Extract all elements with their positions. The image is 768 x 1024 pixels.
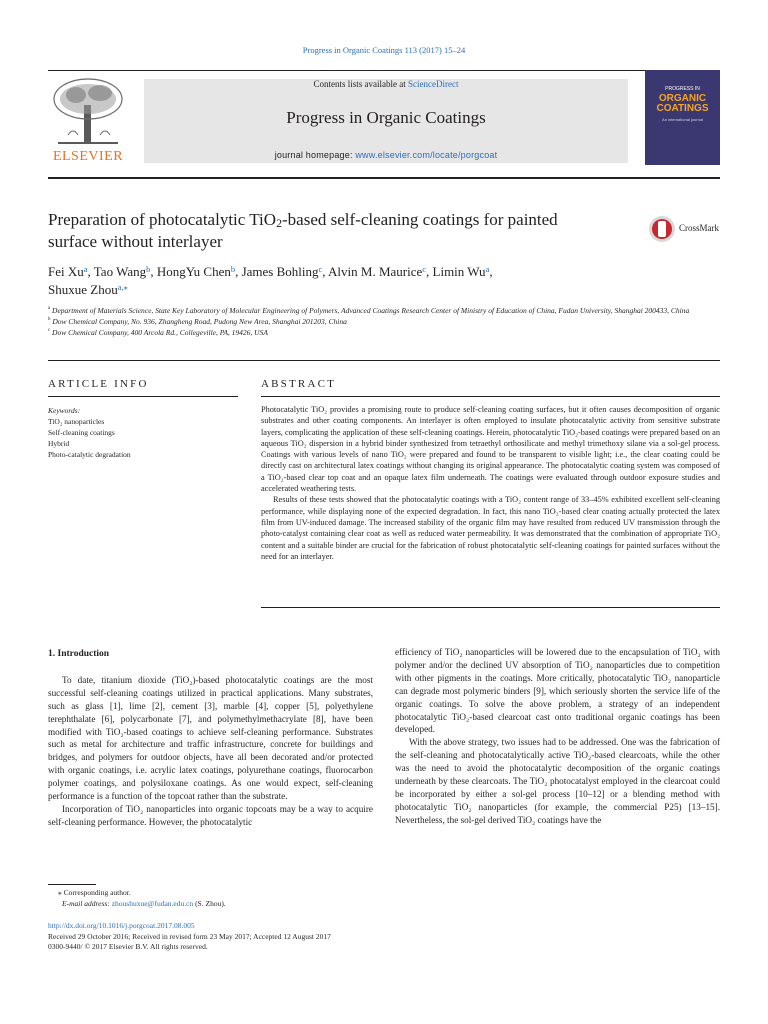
keyword-item: Self-cleaning coatings [48,428,115,437]
homepage-link[interactable]: www.elsevier.com/locate/porgcoat [355,150,498,160]
journal-cover-image[interactable] [645,70,720,165]
contents-line [144,79,628,89]
abstract-body [261,404,720,562]
crossmark-label: CrossMark [679,223,719,233]
author-name[interactable]: Limin Wu [432,264,486,279]
affiliations [48,305,720,338]
contents-prefix: Contents lists available at [313,79,408,89]
affil-rule [48,360,720,361]
affiliation-item: $^c$ Dow Chemical Company, 400 Arcola Rd., Collegeville, PA, 19426, USA [48,328,268,337]
paper-title: Preparation of photocatalytic TiO$_2$-based self-cleaning coatings for painted surface without interlayer [48,210,558,251]
received-dates: Received 29 October 2016; Received in revised form 23 May 2017; Accepted 12 August 2017 [48,931,331,941]
keywords-label: Keywords: [48,406,81,415]
author-affiliation-mark[interactable]: a [485,264,490,274]
body-left-column [48,648,373,829]
journal-reference[interactable]: Progress in Organic Coatings 113 (2017) 15–24 [302,45,466,55]
homepage-prefix: journal homepage: [274,150,356,160]
journal-homepage [144,150,628,160]
crossmark-icon [647,214,677,244]
author-name[interactable]: James Bohling [241,264,319,279]
body-right-column [395,646,720,827]
keywords-block [48,405,248,460]
publication-info [48,921,548,953]
article-info-rule [48,396,238,397]
journal-title: Progress in Organic Coatings [286,108,486,127]
section-heading: 1. Introduction [48,649,110,659]
author-name[interactable]: Shuxue Zhou [48,282,118,297]
header-top-rule [48,70,720,71]
cover-kicker: PROGRESS IN [665,86,700,92]
cover-title: ORGANIC COATINGS [656,93,709,114]
keyword-item: Photo-catalytic degradation [48,450,131,459]
email-link[interactable]: zhoushuxue@fudan.edu.cn [111,899,194,908]
author-affiliation-mark[interactable]: a,⁎ [117,282,128,292]
author-name[interactable]: Alvin M. Maurice [328,264,423,279]
doi-link[interactable]: http://dx.doi.org/10.1016/j.porgcoat.2017.08.005 [48,921,195,930]
author-affiliation-mark[interactable]: b [230,264,236,274]
body-paragraph: efficiency of TiO₂ nanoparticles will be lowered due to the encapsulation of TiO₂ with polymer and/or the declined UV absorption of TiO₂ nanoparticles due to competition with other pigments in the coatings. More critically, photocatalytic TiO₂ nanoparticle can degrade most polymeric binders [9], which seriously shorten the service life of the organic coatings. To solve the above problem, a strategy of an independent photocatalytic TiO₂-based clearcoat cast onto traditional organic coatings has been developed. [395,647,720,735]
abstract-heading: ABSTRACT [261,378,337,390]
affiliation-item: $^a$ Department of Materials Science, State Key Laboratory of Molecular Engineering of Polymers, Advanced Coatings Research Center of Ministry of Education of China, Fudan University, Shanghai 200433, China [48,306,690,315]
body-paragraph: To date, titanium dioxide (TiO₂)-based photocatalytic coatings are the most successful self-cleaning coatings utilized in practical applications. Many substrates, such as glass [1], lime [2], cement [3], marble [4], copper [5], polyethylene terephthalate [6], polycarbonate [7], and polymethylmethacrylate [8], have been modified with TiO₂-based coatings to achieve self-cleaning performance. Substrates such as metal for architecture and traffic infrastructure, concrete for buildings and bridges, and polymers for outdoor objects, have all been decorated and/or protected with organic coatings, i.e. acrylic latex coatings, polyurethane coatings, fluorocarbon polymer coatings, and polysiloxane coatings. As one would expect, self-cleaning performance is a function of the topcoat rather than the substrate. [48,674,373,802]
author-name[interactable]: Fei Xu [48,264,84,279]
article-info-heading: ARTICLE INFO [48,378,149,390]
author-affiliation-mark[interactable]: c [422,264,427,274]
body-paragraph: With the above strategy, two issues had to be addressed. One was the fabrication of the self-cleaning and photocatalytically active TiO₂-based clearcoats, while the other was the need to avoid the photocatalytic decomposition of the organic coatings underneath by these clearcoats. The TiO₂ photocatalyst employed in the clearcoat could be incorporated by either a sol-gel process [10–12] or a blending method with photocatalytic TiO₂ nanoparticles (for example, the commercial P25) [13–15]. Nevertheless, the sol-gel derived TiO₂ coatings have the [395,737,720,825]
author-affiliation-mark[interactable]: a [83,264,88,274]
affiliation-item: $^b$ Dow Chemical Company, No. 936, Zhangheng Road, Pudong New Area, Shanghai 201203, China [48,317,347,326]
abstract-end-rule [261,607,720,608]
keyword-item: TiO₂ nanoparticles [48,417,105,426]
keyword-item: Hybrid [48,439,70,448]
author-affiliation-mark[interactable]: b [146,264,151,274]
author-list: Fei Xu$^a$, Tao Wang$^b$, HongYu Chen$^b$, James Bohling$^c$, Alvin M. Maurice$^c$, Limin Wu$^a$, Shuxue Zhou$^{a,⁎}$ [48,264,493,297]
email-note: E-mail address: zhoushuxue@fudan.edu.cn (S. Zhou). [62,899,226,908]
copyright-line: 0300-9440/ © 2017 Elsevier B.V. All rights reserved. [48,942,208,951]
footnote-rule [48,884,96,885]
cover-subtitle: An international journal [662,117,703,122]
footnote [48,887,448,909]
author-name[interactable]: Tao Wang [93,264,147,279]
sciencedirect-link[interactable]: ScienceDirect [408,79,459,89]
publisher-name: ELSEVIER [52,149,124,164]
abstract-paragraph: Results of these tests showed that the photocatalytic coatings with a TiO₂ content range of 33–45% exhibited excellent self-cleaning performance, while displaying none of the expected degradation. In fact, this nano TiO₂-based clear coating actually protected the latex film from UV-induced damage. The increased stability of the organic film may have resulted from reduced UV transmission through the photo-catalyst containing clear coat as well as reduced water permeability. It was demonstrated that the combination of appropriate TiO₂ content and a suitable binder are crucial for the fabrication of robust photocatalytic self-cleaning coatings for painted surfaces without the need for an interlayer. [261,495,720,561]
author-affiliation-mark[interactable]: c [318,264,323,274]
header-bottom-rule [48,177,720,179]
abstract-paragraph: Photocatalytic TiO₂ provides a promising route to produce self-cleaning coating surfaces, but it often causes decomposition of organic substrates and other coating components. An interlayer is often employed to insulate photocatalytic activity from sensitive substrate layers, complicating the application of these self-cleaning coatings. Herein, photocatalytic TiO₂-based coatings were prepared based on an aqueous TiO₂ dispersion in a hybrid binder synthesized from tetraethyl orthosilicate and methyl trimethoxy silane via a sol-gel process. Coatings with various levels of nano TiO₂ were prepared and found to be transparent to visible light; i.e., the clear coating could be directly cast on architectural latex coatings without changing its original appearance. The photocatalytic coating system was composed of a TiO₂-based clear top coat and an opaque latex film underneath. The coatings were evaluated through outdoor exposure studies and accelerated weathering tests. [261,405,720,494]
body-paragraph: Incorporation of TiO₂ nanoparticles into organic topcoats may be a way to acquire self-cleaning performance. However, the photocatalytic [48,803,373,827]
abstract-rule [261,396,720,397]
crossmark-badge[interactable] [647,214,727,244]
corresponding-author-note: ⁎ Corresponding author. [58,888,131,897]
author-name[interactable]: HongYu Chen [156,264,231,279]
